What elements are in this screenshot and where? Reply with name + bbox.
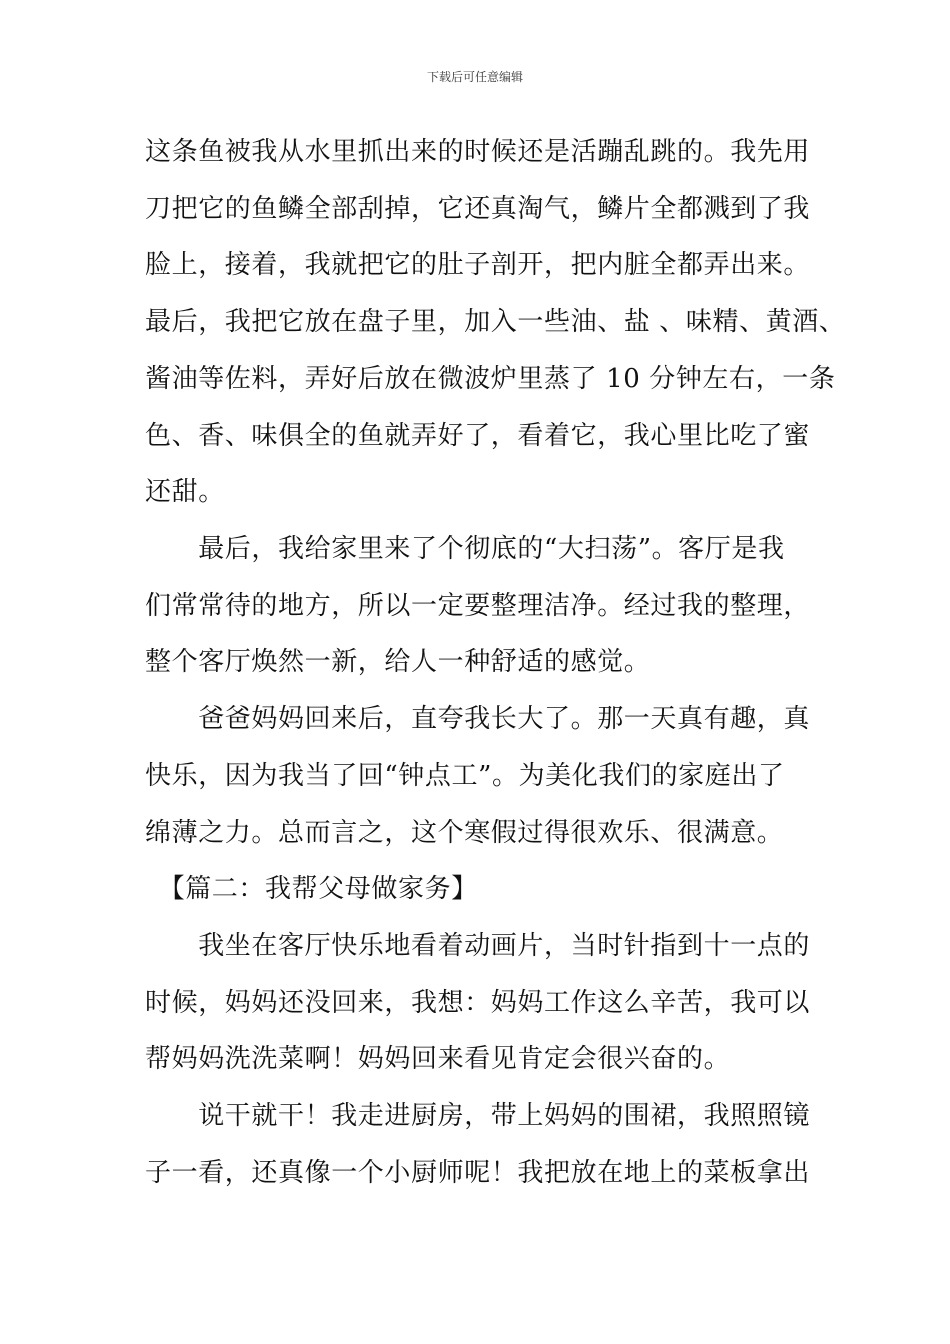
text-line: 说干就干！我走进厨房，带上妈妈的围裙，我照照镜: [145, 1101, 811, 1131]
text-line: 还甜。: [145, 477, 225, 507]
text-line: 我坐在客厅快乐地看着动画片，当时针指到十一点的: [145, 931, 811, 961]
header-note: 下载后可任意编辑: [426, 70, 523, 84]
text-line: 爸爸妈妈回来后，直夸我长大了。那一天真有趣，真: [145, 704, 811, 734]
text-line: 快乐，因为我当了回“钟点工”。为美化我们的家庭出了: [145, 761, 785, 791]
text-line: 这条鱼被我从水里抓出来的时候还是活蹦乱跳的。我先用: [145, 137, 811, 167]
section-heading: 【篇二：我帮父母做家务】: [145, 874, 478, 904]
text-line: 脸上，接着，我就把它的肚子剖开，把内脏全都弄出来。: [145, 250, 811, 280]
text-line: 最后，我把它放在盘子里，加入一些油、盐 、味精、黄酒、: [145, 307, 846, 337]
text-line: 时候，妈妈还没回来，我想：妈妈工作这么辛苦，我可以: [145, 988, 811, 1018]
text-line: 刀把它的鱼鳞全部刮掉，它还真淘气，鳞片全都溅到了我: [145, 194, 811, 224]
text-line: 帮妈妈洗洗菜啊！妈妈回来看见肯定会很兴奋的。: [145, 1044, 731, 1074]
text-line: 们常常待的地方，所以一定要整理洁净。经过我的整理，: [145, 591, 811, 621]
text-line: 色、香、味俱全的鱼就弄好了，看着它，我心里比吃了蜜: [145, 421, 811, 451]
text-line: 最后，我给家里来了个彻底的“大扫荡”。客厅是我: [145, 534, 785, 564]
text-line: 子一看，还真像一个小厨师呢！我把放在地上的菜板拿出: [145, 1158, 811, 1188]
text-line: 酱油等佐料，弄好后放在微波炉里蒸了 10 分钟左右，一条: [145, 364, 836, 394]
text-line: 整个客厅焕然一新，给人一种舒适的感觉。: [145, 647, 651, 677]
text-line: 绵薄之力。总而言之，这个寒假过得很欢乐、很满意。: [145, 818, 784, 848]
